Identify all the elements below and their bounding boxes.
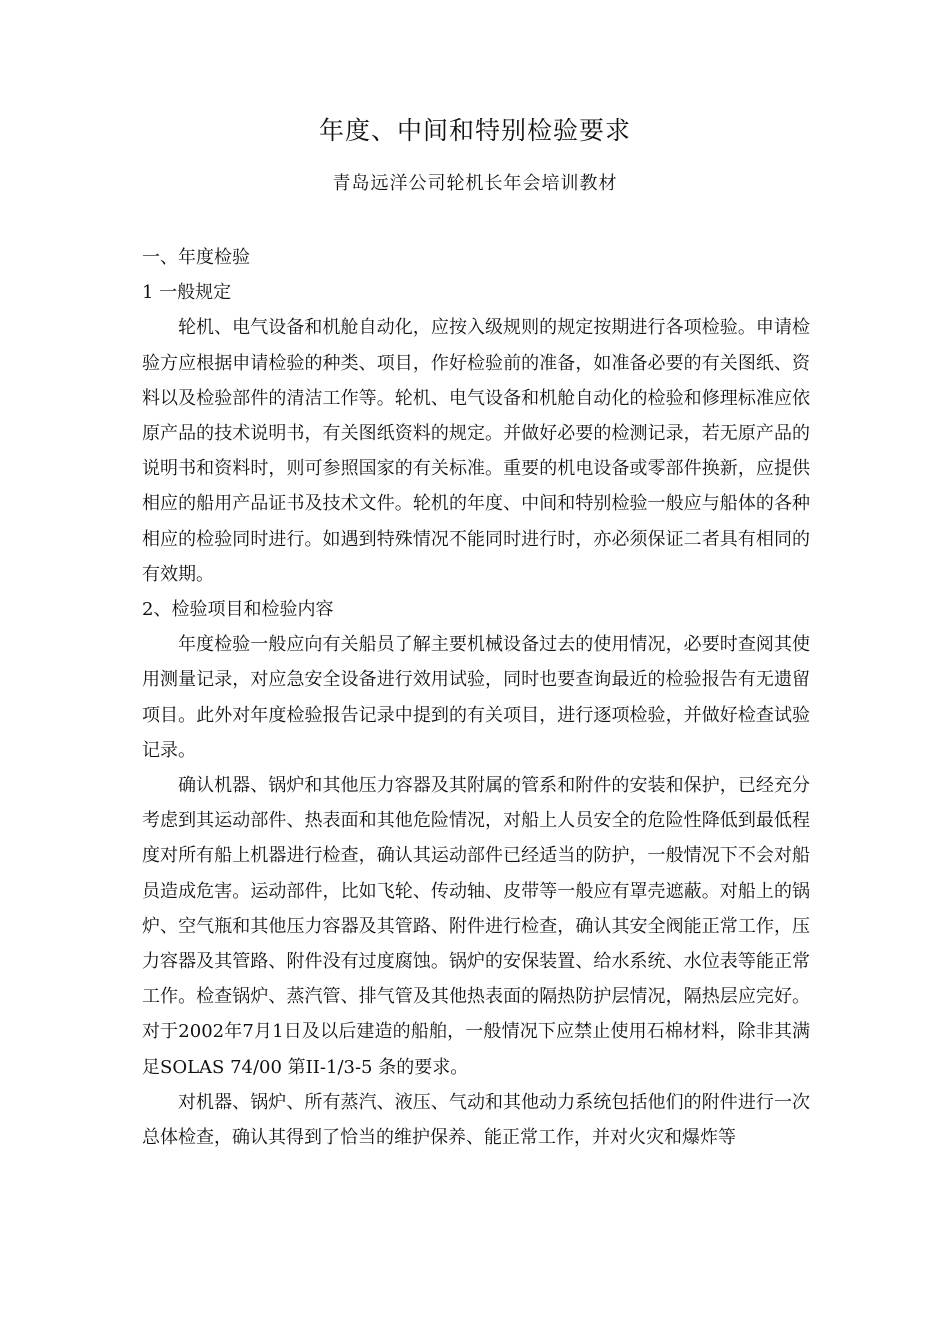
document-subtitle: 青岛远洋公司轮机长年会培训教材 bbox=[332, 173, 618, 194]
document-body bbox=[142, 240, 810, 1155]
paragraph-annual-inspection-overview: 年度检验一般应向有关船员了解主要机械设备过去的使用情况，必要时查阅其使用测量记录，对应急安全设备进行效用试验，同时也要查询最近的检验报告有无遗留项目。此外对年度检验报告记录中提到的有关项目，进行逐项检验，并做好检查试验记录。 bbox=[142, 634, 810, 761]
paragraph-general-examination: 对机器、锅炉、所有蒸汽、液压、气动和其他动力系统包括他们的附件进行一次总体检查，确认其得到了恰当的维护保养、能正常工作，并对火灾和爆炸等 bbox=[142, 1091, 810, 1149]
document-title: 年度、中间和特别检验要求 bbox=[318, 116, 631, 145]
section-heading-annual-inspection: 一、年度检验 bbox=[142, 247, 250, 268]
paragraph-general-rules: 轮机、电气设备和机舱自动化，应按入级规则的规定按期进行各项检验。申请检验方应根据申请检验的种类、项目，作好检验前的准备，如准备必要的有关图纸、资料以及检验部件的清洁工作等。轮机、电气设备和机舱自动化的检验和修理标准应依原产品的技术说明书，有关图纸资料的规定。并做好必要的检测记录，若无原产品的说明书和资料时，则可参照国家的有关标准。重要的机电设备或零部件换新，应提供相应的船用产品证书及技术文件。轮机的年度、中间和特别检验一般应与船体的各种相应的检验同时进行。如遇到特殊情况不能同时进行时，亦必须保证二者具有相同的有效期。 bbox=[142, 317, 810, 585]
subsection-heading-general-rules: 1 一般规定 bbox=[142, 282, 232, 304]
paragraph-machinery-protection: 确认机器、锅炉和其他压力容器及其附属的管系和附件的安装和保护，已经充分考虑到其运动部件、热表面和其他危险情况，对船上人员安全的危险性降低到最低程度对所有船上机器进行检查，确认其运动部件已经适当的防护，一般情况下不会对船员造成危害。运动部件，比如飞轮、传动轴、皮带等一般应有罩壳遮蔽。对船上的锅炉、空气瓶和其他压力容器及其管路、附件进行检查，确认其安全阀能正常工作，压力容器及其管路、附件没有过度腐蚀。锅炉的安保装置、给水系统、水位表等能正常工作。检查锅炉、蒸汽管、排气管及其他热表面的隔热防护层情况，隔热层应完好。对于2002年7月1日及以后建造的船舶，一般情况下应禁止使用石棉材料，除非其满足SOLAS 74/00 第II-1/3-5 条的要求。 bbox=[142, 775, 810, 1078]
subsection-heading-inspection-items: 2、检验项目和检验内容 bbox=[142, 599, 334, 621]
